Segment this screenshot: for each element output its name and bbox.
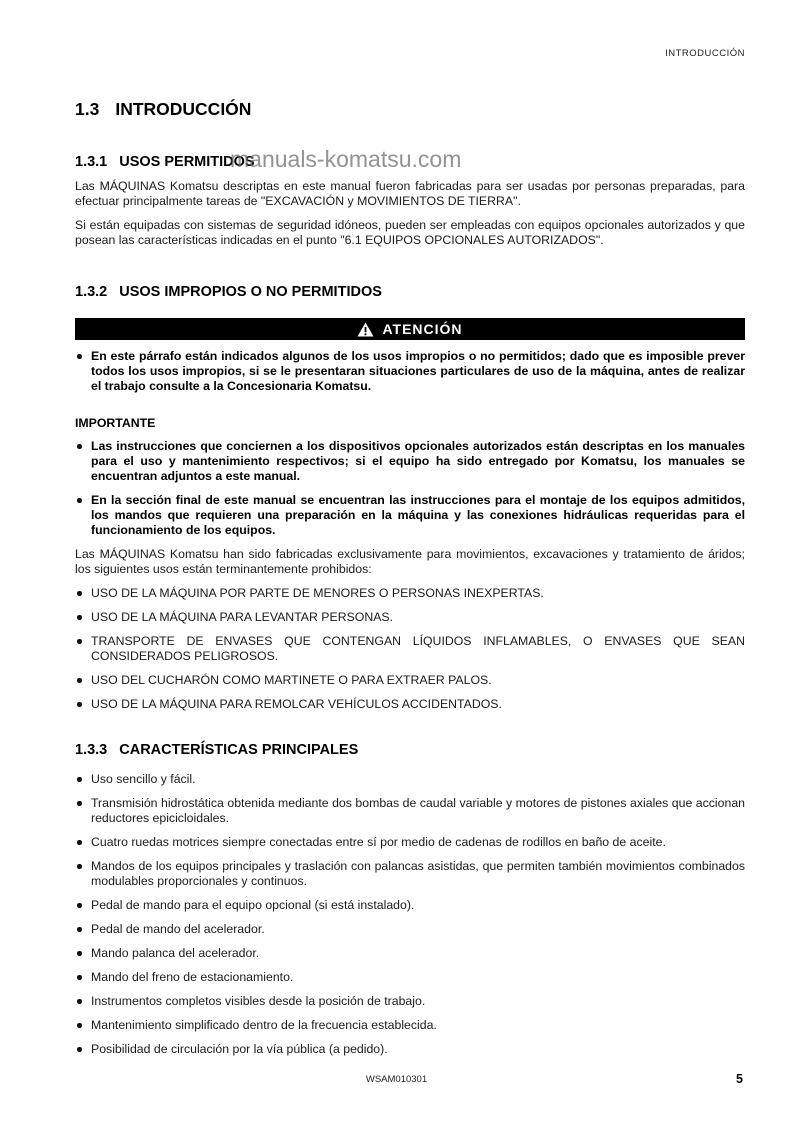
bullet-text: En este párrafo están indicados algunos de los usos impropios o no permitidos; dado que es imposible prever todos los usos impropios, si se le presentaran situaciones particulares de uso de la máquina, antes de realizar el trabajo consulte a la Concesionaria Komatsu.	[91, 349, 745, 393]
prohibited-use-item	[75, 634, 745, 664]
bullet-dot-icon	[75, 970, 91, 985]
section-title-usos-permitidos	[75, 154, 745, 170]
bullet-text: Mando palanca del acelerador.	[91, 946, 260, 960]
bullet-dot-icon	[75, 772, 91, 787]
prohibited-use-item	[75, 697, 745, 712]
bullet-dot-icon	[75, 439, 91, 484]
feature-item	[75, 1018, 745, 1033]
prohibited-use-item	[75, 673, 745, 688]
feature-item	[75, 994, 745, 1009]
bullet-text: Pedal de mando del acelerador.	[91, 922, 265, 936]
bullet-text: USO DEL CUCHARÓN COMO MARTINETE O PARA EXTRAER PALOS.	[91, 673, 492, 687]
bullet-text: Cuatro ruedas motrices siempre conectadas entre sí por medio de cadenas de rodillos en baño de aceite.	[91, 835, 666, 849]
bullet-text: Posibilidad de circulación por la vía pública (a pedido).	[91, 1042, 388, 1056]
feature-item	[75, 970, 745, 985]
running-header: INTRODUCCIÓN	[665, 48, 745, 59]
section-number: 1.3.1	[75, 154, 108, 170]
bullet-text: Mantenimiento simplificado dentro de la frecuencia establecida.	[91, 1018, 437, 1032]
feature-item	[75, 772, 745, 787]
bullet-dot-icon	[75, 1042, 91, 1057]
page-number: 5	[736, 1072, 743, 1086]
section-number: 1.3.2	[75, 284, 108, 300]
bullet-text: En la sección final de este manual se encuentran las instrucciones para el montaje de los equipos admitidos, los mandos que requieren una preparación en la máquina y las conexiones hidráulicas requeridas para el funcionamiento de los equipos.	[91, 493, 745, 537]
feature-item	[75, 922, 745, 937]
warning-banner	[75, 318, 745, 340]
bullet-dot-icon	[75, 994, 91, 1009]
importante-bullet-item	[75, 439, 745, 484]
bullet-text: Transmisión hidrostática obtenida mediante dos bombas de caudal variable y motores de pistones axiales que accionan reductores epicicloidales.	[91, 796, 745, 825]
bullet-dot-icon	[75, 898, 91, 913]
bullet-text: Las instrucciones que conciernen a los dispositivos opcionales autorizados están descriptas en los manuales para el uso y mantenimiento respectivos; si el equipo ha sido entregado por Komatsu, los manuales se encuentran adjuntos a este manual.	[91, 439, 745, 483]
bullet-dot-icon	[75, 697, 91, 712]
warning-banner-label: ATENCIÓN	[382, 321, 463, 337]
bullet-dot-icon	[75, 835, 91, 850]
bullet-dot-icon	[75, 634, 91, 664]
bullet-text: USO DE LA MÁQUINA POR PARTE DE MENORES O PERSONAS INEXPERTAS.	[91, 586, 544, 600]
paragraph: Si están equipadas con sistemas de seguridad idóneos, pueden ser empleadas con equipos opcionales autorizados y que posean las características indicadas en el punto "6.1 EQUIPOS OPCIONALES AUTORIZADOS".	[75, 218, 745, 247]
watermark: manuals-komatsu.com	[230, 146, 462, 172]
page-content	[75, 0, 745, 1057]
feature-item	[75, 835, 745, 850]
section-title-label: USOS PERMITIDOS	[119, 154, 255, 170]
section-title-caracteristicas	[75, 742, 745, 758]
bullet-text: Pedal de mando para el equipo opcional (si está instalado).	[91, 898, 415, 912]
bullet-dot-icon	[75, 1018, 91, 1033]
section-title-label: CARACTERÍSTICAS PRINCIPALES	[119, 742, 359, 758]
bullet-text: Uso sencillo y fácil.	[91, 772, 196, 786]
bullet-dot-icon	[75, 673, 91, 688]
bullet-dot-icon	[75, 946, 91, 961]
section-title-usos-impropios	[75, 284, 745, 300]
prohibited-use-item	[75, 586, 745, 601]
bullet-text: Instrumentos completos visibles desde la posición de trabajo.	[91, 994, 426, 1008]
warning-bullet-item	[75, 349, 745, 394]
chapter-title	[75, 99, 745, 120]
bullet-dot-icon	[75, 796, 91, 826]
bullet-dot-icon	[75, 922, 91, 937]
bullet-text: Mando del freno de estacionamiento.	[91, 970, 294, 984]
bullet-dot-icon	[75, 859, 91, 889]
warning-triangle-icon	[357, 322, 374, 337]
footer-document-code: WSAM010301	[365, 1074, 428, 1085]
bullet-text: USO DE LA MÁQUINA PARA LEVANTAR PERSONAS.	[91, 610, 394, 624]
feature-item	[75, 859, 745, 889]
prohibited-use-item	[75, 610, 745, 625]
paragraph: Las MÁQUINAS Komatsu han sido fabricadas exclusivamente para movimientos, excavaciones y tratamiento de áridos; los siguientes usos están terminantemente prohibidos:	[75, 547, 745, 576]
paragraph: Las MÁQUINAS Komatsu descriptas en este manual fueron fabricadas para ser usadas por personas preparadas, para efectuar principalmente tareas de "EXCAVACIÓN y MOVIMIENTOS DE TIERRA".	[75, 179, 745, 208]
feature-item	[75, 1042, 745, 1057]
section-number: 1.3.3	[75, 742, 108, 758]
bullet-text: Mandos de los equipos principales y traslación con palancas asistidas, que permiten también movimientos combinados modulables proporcionales y continuos.	[91, 859, 745, 888]
importante-label: IMPORTANTE	[75, 416, 156, 430]
feature-item	[75, 796, 745, 826]
chapter-title-label: INTRODUCCIÓN	[115, 99, 252, 119]
importante-bullet-item	[75, 493, 745, 538]
bullet-dot-icon	[75, 349, 91, 394]
bullet-dot-icon	[75, 610, 91, 625]
bullet-text: USO DE LA MÁQUINA PARA REMOLCAR VEHÍCULOS ACCIDENTADOS.	[91, 697, 502, 711]
bullet-text: TRANSPORTE DE ENVASES QUE CONTENGAN LÍQUIDOS INFLAMABLES, O ENVASES QUE SEAN CONSIDERADOS PELIGROSOS.	[91, 634, 745, 663]
chapter-number: 1.3	[75, 99, 100, 119]
section-title-label: USOS IMPROPIOS O NO PERMITIDOS	[119, 284, 382, 300]
bullet-dot-icon	[75, 493, 91, 538]
feature-item	[75, 898, 745, 913]
feature-item	[75, 946, 745, 961]
bullet-dot-icon	[75, 586, 91, 601]
